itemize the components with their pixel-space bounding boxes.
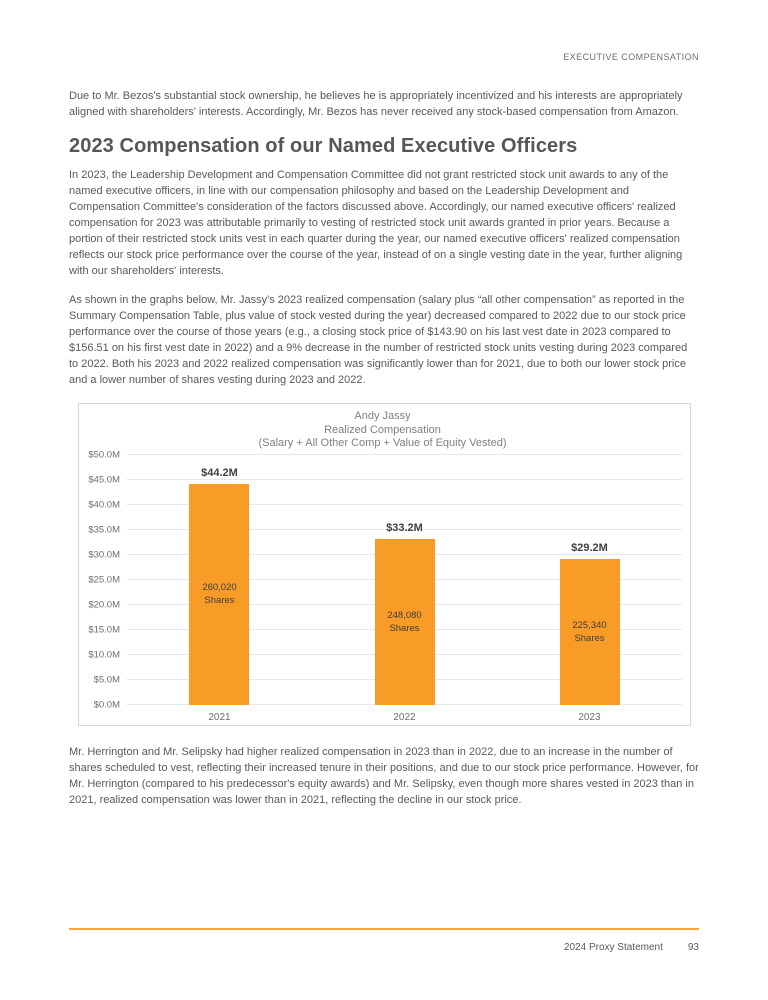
chart-y-axis [83,449,127,710]
intro-paragraph: Due to Mr. Bezos's substantial stock ownership, he believes he is appropriately incentivized and his interests are appropriately aligned with shareholders' interests. Accordingly, Mr. Bezos has never received any stock-based compensation from Amazon. [69,90,683,118]
y-axis-tick-label: $5.0M [93,674,120,685]
footer-rule [69,928,699,953]
bar-value-label: $33.2M [386,521,423,534]
section-paragraph-1: In 2023, the Leadership Development and Compensation Committee did not grant restricted stock unit awards to any of the named executive officers, in line with our compensation philosophy and based on the Leadership Development and Compensation Committee's consideration of the factors discussed above. Accordingly, our named executive officers' realized compensation for 2023 was attributable primarily to vesting of restricted stock unit awards granted in prior years. Because a portion of their restricted stock units vest in each quarter during the year, our named executive officers' realized compensation reflects our stock price performance over the course of the year, instead of on a single vesting date in the year, further aligning with our shareholders' interests. [69,169,683,277]
y-axis-tick-label: $35.0M [88,524,120,535]
chart-plot [127,455,682,723]
running-head: EXECUTIVE COMPENSATION [563,52,699,62]
bar-2023 [560,559,620,705]
bar-2022 [375,539,435,705]
chart-title-line-1: Andy Jassy [354,410,411,422]
closing-paragraph: Mr. Herrington and Mr. Selipsky had higher realized compensation in 2023 than in 2022, due to an increase in the number of shares scheduled to vest, reflecting their increased tenure in their positions, and due to our stock price performance. However, for Mr. Herrington (compared to his predecessor's equity awards) and Mr. Selipsky, even though more shares vested in 2023 than in 2021, realized compensation was lower than in 2021, reflecting the decline in our stock price. [69,746,699,806]
footer [69,942,699,953]
y-axis-tick-label: $50.0M [88,449,120,460]
gridline [127,454,682,455]
gridline [127,479,682,480]
x-axis-label: 2021 [208,711,231,723]
chart-title-line-2: Realized Compensation [324,423,441,436]
y-axis-tick-label: $15.0M [88,624,120,635]
section-paragraph-2: As shown in the graphs below, Mr. Jassy's 2023 realized compensation (salary plus “all other compensation” as reported in the Summary Compensation Table, plus value of stock vested during the year) decreased compared to 2022 due to our stock price performance over the course of those years (e.g., a closing stock price of $143.90 on his last vest date in 2023 compared to $156.51 on his first vest date in 2022) and a 9% decrease in the number of restricted stock units vesting during 2023 compared to 2022. Both his 2023 and 2022 realized compensation was significantly lower than for 2021, due to both our lower stock price and a lower number of shares vesting during 2023 and 2022. [69,294,688,386]
y-axis-tick-label: $45.0M [88,474,120,485]
bar-value-label: $29.2M [571,541,608,554]
footer-page-number: 93 [687,942,699,953]
bar-shares-label: 248,080 Shares [387,609,422,634]
y-axis-tick-label: $30.0M [88,549,120,560]
bar-2021 [189,484,249,705]
chart-title-line-3: (Salary + All Other Comp + Value of Equity Vested) [258,437,507,449]
bar-value-label: $44.2M [201,466,238,479]
y-axis-tick-label: $40.0M [88,499,120,510]
y-axis-tick-label: $20.0M [88,599,120,610]
bar-shares-label: 225,340 Shares [572,619,607,644]
chart-area [83,449,682,723]
y-axis-tick-label: $25.0M [88,574,120,585]
y-axis-tick-label: $10.0M [88,649,120,660]
chart-title [83,410,682,451]
section-heading: 2023 Compensation of our Named Executive Officers [69,135,578,157]
footer-document-title: 2024 Proxy Statement [563,942,663,953]
y-axis-tick-label: $0.0M [93,699,120,710]
x-axis-label: 2023 [578,711,601,723]
compensation-bar-chart [78,403,691,726]
x-axis-label: 2022 [393,711,416,723]
bar-shares-label: 260,020 Shares [202,582,237,606]
